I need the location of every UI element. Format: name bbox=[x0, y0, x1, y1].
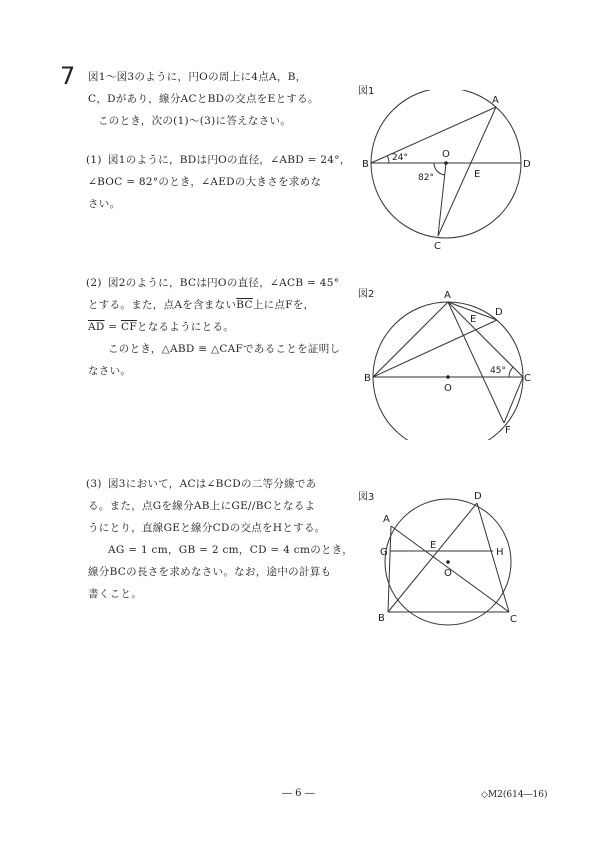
fig3-point-g: G bbox=[380, 547, 388, 558]
fig2-point-d: D bbox=[495, 307, 503, 318]
fig3-point-b: B bbox=[378, 613, 385, 624]
fig2-point-o: O bbox=[444, 383, 452, 394]
part2-line-1: 図2のように，BCは円Oの直径，∠ACB = 45° bbox=[108, 277, 340, 289]
fig2-point-f: F bbox=[505, 425, 511, 436]
fig2-angle-45: 45° bbox=[490, 366, 506, 376]
arc-cf: $\overline{CF}$ bbox=[120, 321, 137, 333]
fig1-chord-ba bbox=[371, 107, 496, 163]
part2-line-3-post: となるようにとる。 bbox=[136, 321, 235, 333]
fig1-chord-ac bbox=[438, 107, 496, 236]
fig3-point-d: D bbox=[474, 491, 482, 502]
arc-bc: $\overline{BC}$ bbox=[236, 299, 253, 311]
part3-number: (3) bbox=[86, 478, 102, 490]
part2-line-2-pre: とする。また，点Aを含まない bbox=[88, 299, 237, 311]
fig3-point-e: E bbox=[430, 540, 437, 551]
part1-number: (1) bbox=[86, 154, 102, 166]
part3-line-4: AG = 1 cm，GB = 2 cm，CD = 4 cmのとき， bbox=[108, 544, 353, 556]
part2-number: (2) bbox=[86, 277, 102, 289]
fig3-point-a: A bbox=[383, 514, 390, 525]
fig2-point-c: C bbox=[524, 373, 531, 384]
part2-line-3 bbox=[88, 320, 234, 334]
part1-line-3: さい。 bbox=[88, 198, 121, 210]
fig2-point-b: B bbox=[364, 373, 371, 384]
fig1-point-e: E bbox=[474, 169, 481, 180]
part2-line-5: なさい。 bbox=[88, 365, 132, 377]
figure-3-diagram bbox=[360, 490, 540, 630]
fig1-point-a: A bbox=[492, 95, 499, 106]
arc-ad: $\overline{AD}$ bbox=[88, 321, 105, 333]
part3-line-5: 線分BCの長さを求めなさい。なお，途中の計算も bbox=[88, 566, 332, 578]
figure-2-diagram bbox=[360, 290, 540, 440]
fig1-label: 図1 bbox=[358, 86, 375, 97]
fig2-chord-ab bbox=[373, 302, 448, 377]
part2-line-2 bbox=[88, 298, 314, 312]
intro-line-1: 図1～図3のように，円Oの周上に4点A，B， bbox=[88, 71, 307, 83]
fig2-center-dot bbox=[446, 375, 450, 379]
fig3-point-c: C bbox=[510, 614, 517, 625]
question-number: 7 bbox=[60, 62, 76, 90]
fig3-point-o: O bbox=[444, 568, 452, 579]
page-number: ― 6 ― bbox=[282, 788, 315, 799]
part3-line-6: 書くこと。 bbox=[88, 588, 142, 600]
part2-line-2-post: 上に点Fを， bbox=[252, 299, 315, 311]
fig2-point-e: E bbox=[470, 314, 477, 325]
fig1-point-o: O bbox=[442, 149, 450, 160]
fig1-point-c: C bbox=[434, 241, 441, 252]
fig2-chord-ac bbox=[448, 302, 523, 377]
fig3-point-h: H bbox=[496, 547, 504, 558]
fig1-angle-24: 24° bbox=[392, 153, 408, 163]
part3-line-3: うにとり，直線GEと線分CDの交点をHとする。 bbox=[88, 522, 326, 534]
fig2-point-a: A bbox=[444, 290, 451, 301]
figure-1-diagram bbox=[360, 90, 540, 255]
document-code: ◇M2(614―16) bbox=[481, 790, 548, 800]
fig1-point-d: D bbox=[523, 159, 531, 170]
part1-line-2: ∠BOC = 82°のとき，∠AEDの大きさを求めな bbox=[88, 176, 322, 188]
fig1-angle-arc-boc bbox=[434, 163, 445, 175]
fig2-label: 図2 bbox=[358, 289, 375, 300]
intro-line-2: C，Dがあり，線分ACとBDの交点をEとする。 bbox=[88, 93, 319, 105]
equals-sign: = bbox=[104, 321, 121, 333]
part3-line-2: る。また，点Gを線分AB上にGE//BCとなるよ bbox=[88, 500, 316, 512]
fig1-angle-82: 82° bbox=[418, 173, 434, 183]
fig2-chord-cf bbox=[504, 377, 523, 423]
fig3-center-dot bbox=[446, 560, 450, 564]
fig1-point-b: B bbox=[362, 159, 369, 170]
fig3-chord-cd bbox=[477, 503, 509, 612]
intro-line-3: このとき，次の(1)～(3)に答えなさい。 bbox=[98, 115, 292, 127]
fig1-angle-arc-abd bbox=[387, 156, 389, 163]
fig3-label: 図3 bbox=[358, 492, 375, 503]
part2-line-4: このとき，△ABD ≡ △CAFであることを証明し bbox=[108, 343, 341, 355]
part3-line-1: 図3において，ACは∠BCDの二等分線であ bbox=[108, 478, 317, 490]
fig2-angle-arc-acb bbox=[509, 367, 513, 377]
fig1-center-dot bbox=[444, 161, 448, 165]
part1-line-1: 図1のように，BDは円Oの直径，∠ABD = 24°， bbox=[108, 154, 351, 166]
